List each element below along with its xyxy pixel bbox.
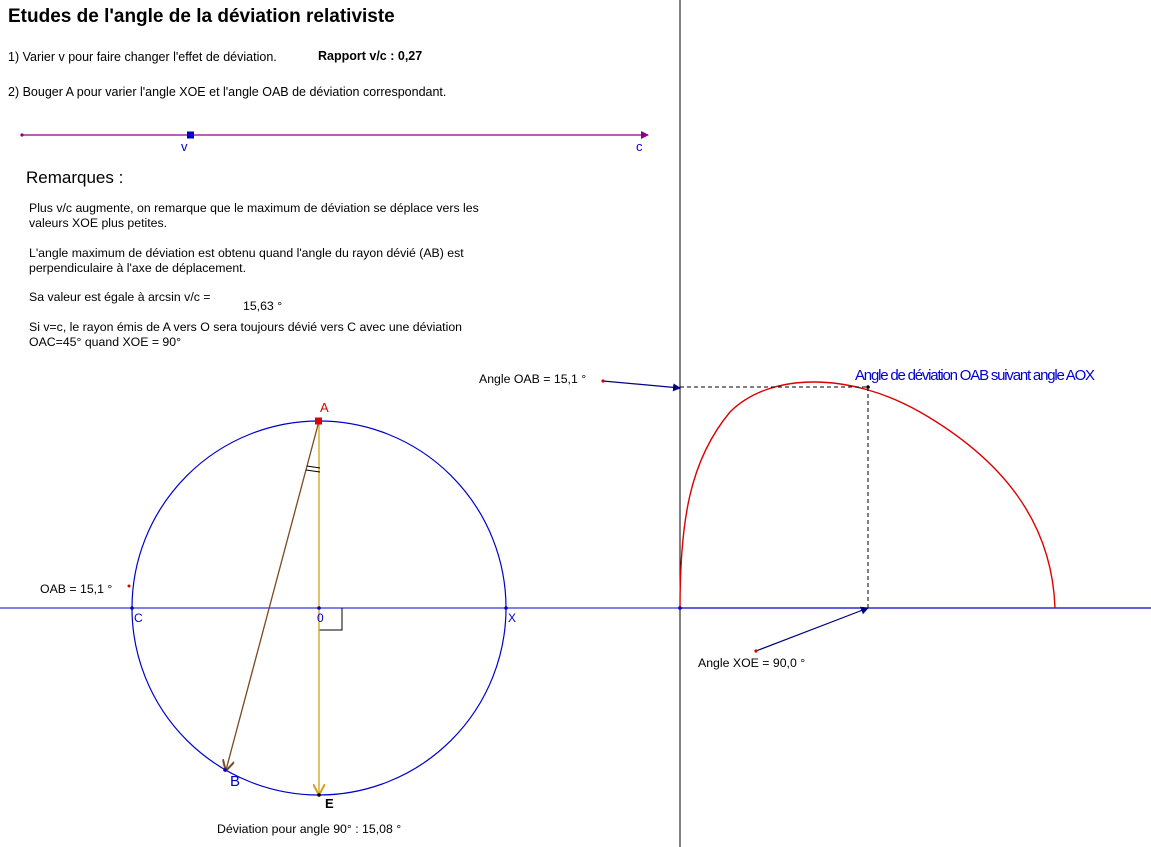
arcsin-value: 15,63 ° bbox=[243, 299, 283, 313]
remark-3: Sa valeur est égale à arcsin v/c = bbox=[29, 290, 211, 304]
label-a: A bbox=[320, 400, 329, 415]
angle-mark-1 bbox=[307, 466, 320, 468]
oab-anchor-point bbox=[128, 585, 131, 588]
remark-2-line-a: L'angle maximum de déviation est obtenu quand l'angle du rayon dévié (AB) est bbox=[29, 246, 464, 260]
angle-oab-pointer-start bbox=[601, 379, 604, 382]
remark-1-line-a: Plus v/c augmente, on remarque que le maximum de déviation se déplace vers les bbox=[29, 201, 479, 215]
remark-4-line-a: Si v=c, le rayon émis de A vers O sera toujours dévié vers C avec une déviation bbox=[29, 320, 462, 334]
point-e bbox=[317, 793, 321, 797]
point-a-handle[interactable] bbox=[315, 418, 322, 425]
angle-xoe-pointer-start bbox=[754, 649, 757, 652]
label-o: 0 bbox=[317, 611, 324, 625]
instruction-1: 1) Varier v pour faire changer l'effet de déviation. bbox=[8, 50, 277, 64]
remarks-heading: Remarques : bbox=[26, 168, 124, 187]
oab-readout: OAB = 15,1 ° bbox=[40, 582, 113, 596]
angle-oab-pointer bbox=[603, 381, 680, 388]
label-x: X bbox=[508, 611, 517, 625]
angle-xoe-readout: Angle XOE = 90,0 ° bbox=[698, 656, 806, 670]
slider-c-label: c bbox=[636, 139, 643, 154]
angle-oab-readout: Angle OAB = 15,1 ° bbox=[479, 372, 587, 386]
slider-v-label: v bbox=[181, 139, 188, 154]
velocity-slider[interactable] bbox=[20, 132, 648, 155]
instruction-2: 2) Bouger A pour varier l'angle XOE et l'angle OAB de déviation correspondant. bbox=[8, 85, 447, 99]
slider-start-point bbox=[20, 133, 23, 136]
remark-4-line-b: OAC=45° quand XOE = 90° bbox=[29, 335, 182, 349]
graph-origin-point bbox=[678, 606, 682, 610]
curve-current-point bbox=[866, 385, 870, 389]
deviation-readout: Déviation pour angle 90° : 15,08 ° bbox=[217, 822, 402, 836]
angle-mark-2 bbox=[306, 470, 320, 472]
angle-xoe-pointer bbox=[756, 608, 868, 651]
point-c bbox=[130, 606, 134, 610]
slider-v-handle[interactable] bbox=[187, 132, 194, 139]
label-e: E bbox=[325, 796, 334, 811]
ray-ab bbox=[226, 421, 319, 770]
page-title: Etudes de l'angle de la déviation relativiste bbox=[8, 6, 395, 27]
ratio-readout: Rapport v/c : 0,27 bbox=[318, 49, 423, 63]
point-x bbox=[504, 606, 508, 610]
remark-1-line-b: valeurs XOE plus petites. bbox=[29, 216, 168, 230]
point-b bbox=[223, 768, 227, 772]
graph-title: Angle de déviation OAB suivant angle AOX bbox=[855, 367, 1094, 384]
point-o bbox=[317, 606, 321, 610]
label-c: C bbox=[134, 611, 143, 625]
label-b: B bbox=[230, 773, 241, 790]
remark-2-line-b: perpendiculaire à l'axe de déplacement. bbox=[29, 261, 247, 275]
